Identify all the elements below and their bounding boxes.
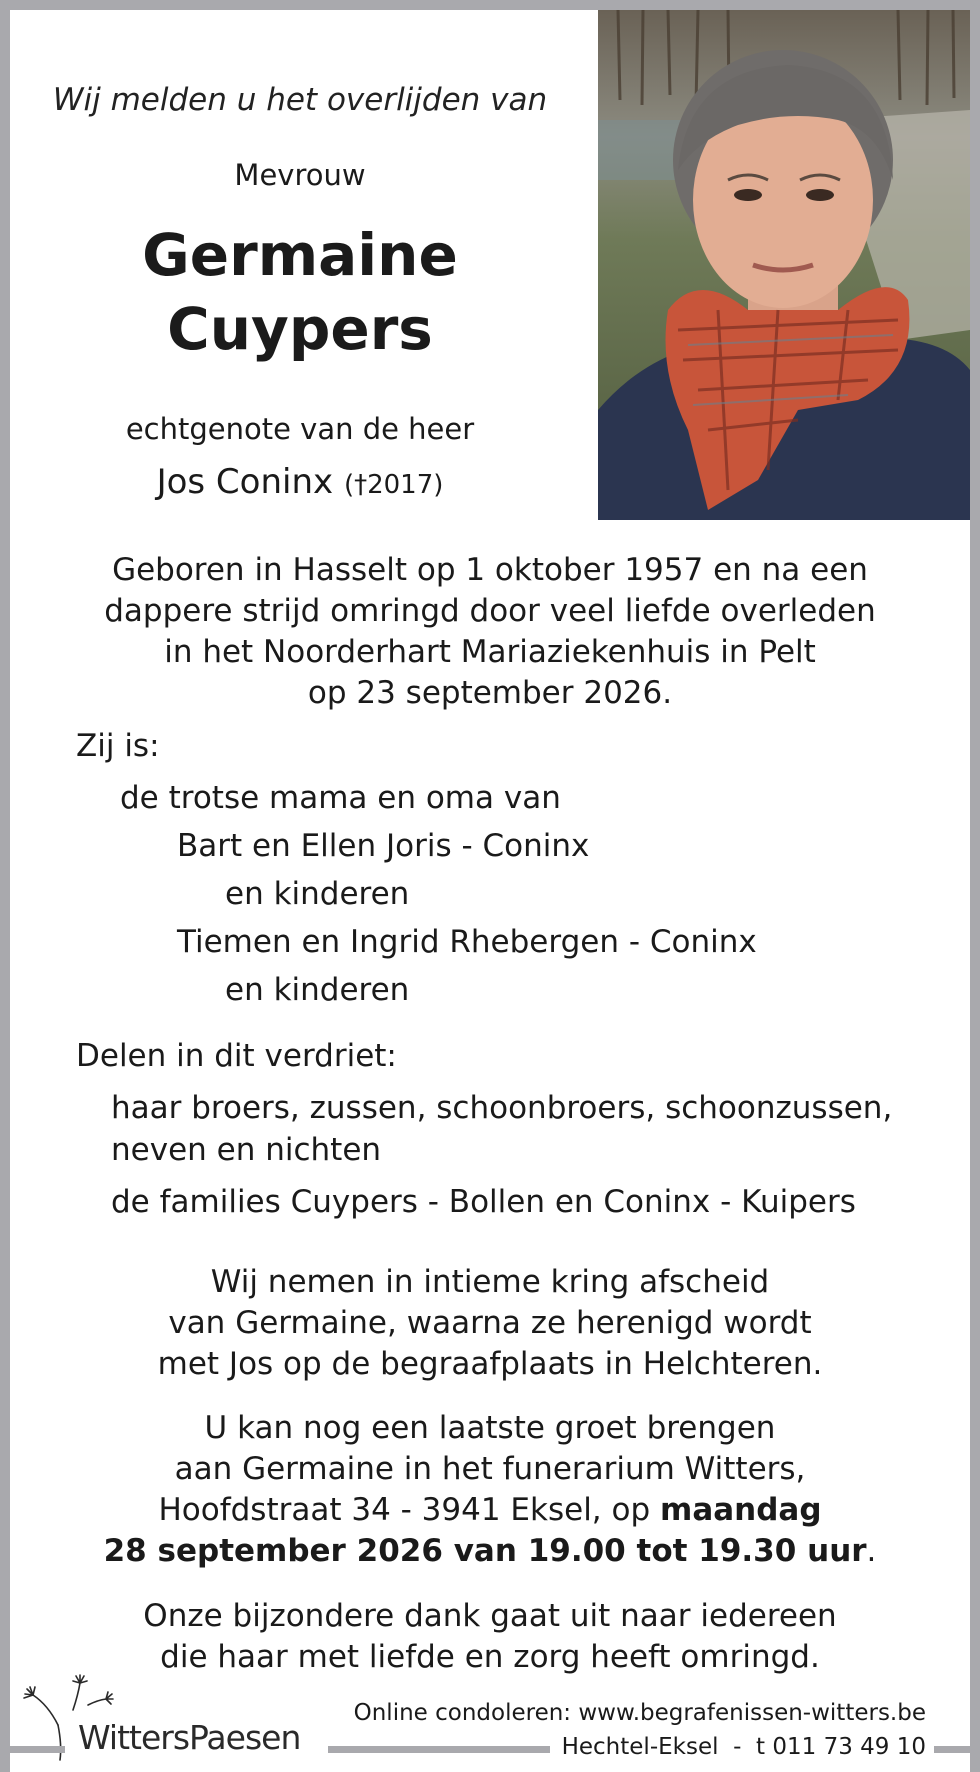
farewell-line: van Germaine, waarna ze herenigd wordt <box>168 1305 812 1341</box>
family-line: haar broers, zussen, schoonbroers, schoonzussen, <box>111 1090 893 1126</box>
visit-line <box>20 1531 960 1572</box>
family-line: neven en nichten <box>111 1132 382 1168</box>
visit-line <box>20 1490 960 1531</box>
spouse-death-year: (†2017) <box>343 470 444 500</box>
thanks-line: Onze bijzondere dank gaat uit naar iedereen <box>143 1598 837 1634</box>
spouse-intro: echtgenote van de heer <box>125 412 475 446</box>
visit-datetime: 28 september 2026 van 19.00 tot 19.30 uur <box>103 1533 867 1569</box>
mama-line: de trotse mama en oma van <box>120 780 561 816</box>
birth-line: dappere strijd omringd door veel liefde overleden <box>104 593 876 629</box>
spouse-name: Jos Coninx <box>156 462 334 502</box>
contact-line: Hechtel-Eksel - t 011 73 49 10 <box>561 1734 926 1760</box>
child-line: Bart en Ellen Joris - Coninx <box>177 828 590 864</box>
birth-line: op 23 september 2026. <box>307 675 673 711</box>
farewell-line: Wij nemen in intieme kring afscheid <box>210 1264 770 1300</box>
footer-rule-right <box>934 1746 980 1753</box>
portrait-photo <box>598 10 970 520</box>
salutation: Mevrouw <box>234 158 366 192</box>
zij-is-heading: Zij is: <box>76 728 160 764</box>
farewell-line: met Jos op de begraafplaats in Helchteren. <box>157 1346 823 1382</box>
deceased-name <box>20 218 580 366</box>
child-line: en kinderen <box>225 972 410 1008</box>
visit-paragraph <box>20 1408 960 1572</box>
first-name: Germaine <box>142 221 458 289</box>
child-line: Tiemen en Ingrid Rhebergen - Coninx <box>177 924 757 960</box>
birth-line: in het Noorderhart Mariaziekenhuis in Pelt <box>164 634 816 670</box>
child-line: en kinderen <box>225 876 410 912</box>
visit-line: aan Germaine in het funerarium Witters, <box>174 1451 806 1487</box>
birth-paragraph <box>20 550 960 714</box>
visit-address: Hoofdstraat 34 - 3941 Eksel, op <box>158 1492 661 1528</box>
condolence-link[interactable]: Online condoleren: www.begrafenissen-witters.be <box>353 1700 926 1726</box>
farewell-paragraph <box>20 1262 960 1385</box>
delen-heading: Delen in dit verdriet: <box>76 1038 397 1074</box>
spouse-line <box>20 462 580 502</box>
footer-rule-left <box>0 1746 65 1753</box>
intro-text: Wij melden u het overlijden van <box>52 82 548 118</box>
logo-text: WittersPaesen <box>78 1718 301 1757</box>
last-name: Cuypers <box>167 295 433 363</box>
visit-day: maandag <box>660 1492 822 1528</box>
visit-end: . <box>866 1533 877 1569</box>
birth-line: Geboren in Hasselt op 1 oktober 1957 en na een <box>112 552 868 588</box>
family-line: de families Cuypers - Bollen en Coninx - Kuipers <box>111 1184 856 1220</box>
visit-line: U kan nog een laatste groet brengen <box>204 1410 776 1446</box>
thanks-line: die haar met liefde en zorg heeft omringd. <box>160 1639 820 1675</box>
footer-rule-middle <box>328 1746 550 1753</box>
